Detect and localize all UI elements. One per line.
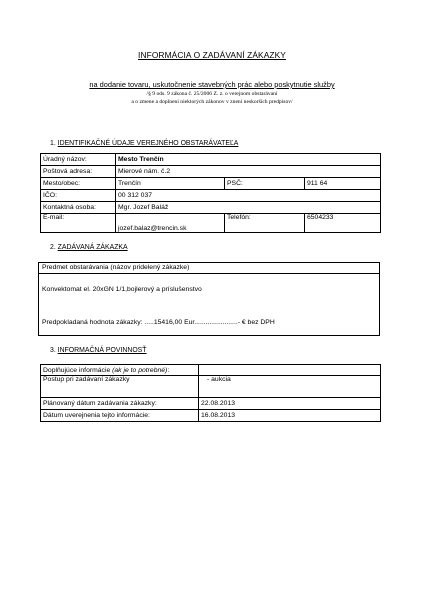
section-3-heading — [50, 347, 147, 354]
document-title: INFORMÁCIA O ZADÁVANÍ ZÁKAZKY — [138, 50, 286, 60]
section-3-number: 3. — [50, 347, 56, 354]
procedure-label: Postup pri zadávaní zákazky — [41, 376, 199, 398]
supplementary-info-label: Doplňujúce informácie (ak je to potrebné): — [41, 365, 199, 376]
planned-date-label: Plánovaný dátum zadávania zákazky: — [41, 398, 199, 410]
information-table — [40, 364, 381, 422]
table-row — [41, 365, 381, 376]
postal-address-value: Mierové nám. č.2 — [116, 166, 381, 178]
phone-label: Telefón: — [225, 214, 305, 233]
email-value: jozef.balaz@trencin.sk — [116, 214, 225, 233]
publication-date-value: 16.08.2013 — [199, 410, 381, 422]
ico-label: IČO: — [41, 190, 116, 202]
table-row — [41, 190, 381, 202]
section-1-number: 1. — [50, 140, 56, 147]
section-1-title: IDENTIFIKAČNÉ ÚDAJE VEREJNÉHO OBSTARÁVATEĽA — [57, 140, 239, 147]
postal-code-label: PSČ: — [225, 178, 305, 190]
section-2-number: 2. — [50, 244, 56, 251]
contracting-authority-table — [40, 153, 381, 233]
city-value: Trenčín — [116, 178, 225, 190]
contract-subject-box: Predmet obstarávania (názov pridelený zákazke) Konvektomat el. 20xGN 1/1,bojlerový a príslušenstvo Predpokladaná hodnota zákazky: .....15416,00 Eur.......................- € bez DPH — [38, 262, 380, 336]
official-name-label: Úradný názov: — [41, 154, 116, 166]
city-label: Mesto/obec: — [41, 178, 116, 190]
contact-person-label: Kontaktná osoba: — [41, 202, 116, 214]
table-row — [41, 410, 381, 422]
table-row — [41, 398, 381, 410]
table-row — [41, 178, 381, 190]
table-row — [41, 202, 381, 214]
email-label: E-mail: — [41, 214, 116, 233]
official-name-value: Mesto Trenčín — [116, 154, 381, 166]
publication-date-label: Dátum uverejnenia tejto informácie: — [41, 410, 199, 422]
section-3-title: INFORMAČNÁ POVINNOSŤ — [57, 347, 147, 354]
table-row — [41, 154, 381, 166]
postal-address-label: Poštová adresa: — [41, 166, 116, 178]
legal-reference-line-2: a o zmene a doplnení niektorých zákonov v znení neskorších predpisov/ — [131, 99, 293, 105]
phone-value: 6504233 — [305, 214, 381, 233]
contact-person-value: Mgr. Jozef Baláž — [116, 202, 381, 214]
section-2-heading — [50, 244, 128, 251]
planned-date-value: 22.08.2013 — [199, 398, 381, 410]
supplementary-info-value — [199, 365, 381, 376]
table-row — [41, 166, 381, 178]
table-row — [41, 376, 381, 398]
table-row — [41, 214, 381, 233]
procedure-value: - aukcia — [199, 376, 381, 398]
ico-value: 00 312 037 — [116, 190, 381, 202]
document-subtitle: na dodanie tovaru, uskutočnenie stavebných prác alebo poskytnutie služby — [89, 80, 335, 89]
section-1-heading — [50, 140, 238, 147]
legal-reference-line-1: /§ 9 ods. 9 zákona č. 25/2006 Z. z. o verejnom obstarávaní — [146, 91, 278, 97]
postal-code-value: 911 64 — [305, 178, 381, 190]
section-2-title: ZADÁVANÁ ZÁKAZKA — [57, 244, 128, 251]
